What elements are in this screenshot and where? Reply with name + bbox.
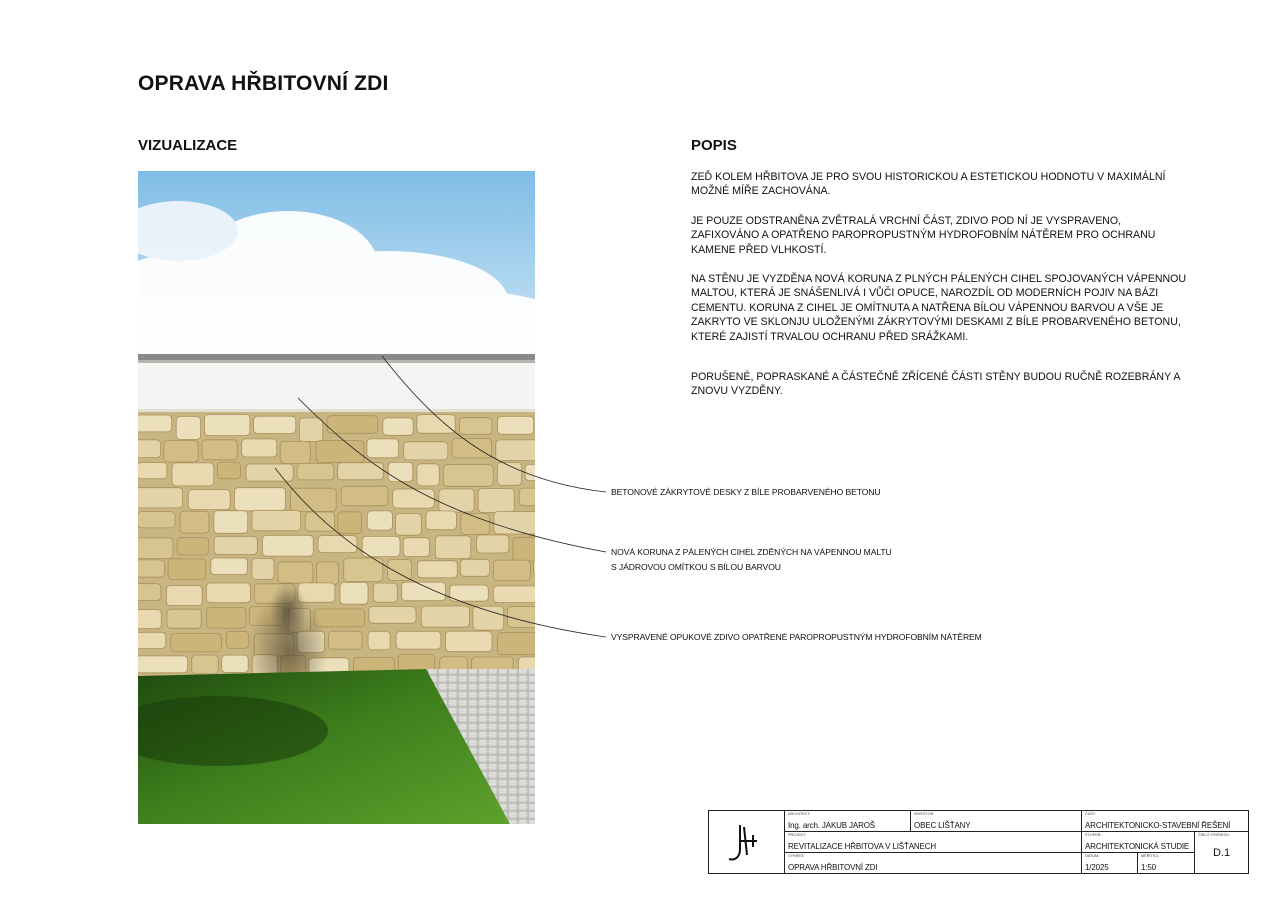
callout-crown-line-1: NOVÁ KORUNA Z PÁLENÝCH CIHEL ZDĚNÝCH NA VÁPENNOU MALTU <box>611 547 892 557</box>
description-paragraph-3: NA STĚNU JE VYZDĚNA NOVÁ KORUNA Z PLNÝCH PÁLENÝCH CIHEL SPOJOVANÝCH VÁPENNOU MALTOU, KTERÁ JE SNÁŠENLIVÁ I VŮČI OPUCE, NAROZDÍL OD MODERNÍCH POJIV NA BÁZI CEMENTU. KORUNA Z CIHEL JE OMÍTNUTA A NATŘENA BÍLOU VÁPENNOU BARVOU A VŠE JE ZAKRYTO VE SKLONJU ULOŽENÝMI ZÁKRYTOVÝMI DESKAMI Z BÍLE PROBARVENÉHO BETONU, KTERÉ ZAJISTÍ TRVALOU OCHRANU PŘED SRÁŽKAMI. <box>691 273 1187 343</box>
sheet-cell <box>785 853 1081 873</box>
scale-value: 1:50 <box>1141 863 1156 872</box>
title-block <box>708 810 1249 874</box>
part-value: ARCHITEKTONICKO-STAVEBNÍ ŘEŠENÍ <box>1085 821 1231 830</box>
drawing-number-cell <box>1195 832 1248 873</box>
date-label: DATUM: <box>1085 854 1100 858</box>
wall-render-image <box>138 171 535 824</box>
project-cell <box>785 832 1081 852</box>
scale-label: MĚŘÍTKO: <box>1141 854 1160 858</box>
page-title: OPRAVA HŘBITOVNÍ ZDI <box>138 72 389 95</box>
architect-value: Ing. arch. JAKUB JAROŠ <box>788 821 875 830</box>
part-label: ČÁST: <box>1085 812 1096 816</box>
wall-visualization <box>138 171 535 824</box>
callout-masonry: VYSPRAVENÉ OPUKOVÉ ZDIVO OPATŘENÉ PAROPROPUSTNÝM HYDROFOBNÍM NÁTĚREM <box>611 632 982 642</box>
description-text <box>691 170 1191 414</box>
architect-label: ARCHITEKT: <box>788 812 811 816</box>
scale-cell <box>1138 853 1194 873</box>
drawing-number-value: D.1 <box>1212 847 1231 859</box>
project-value: REVITALIZACE HŘBITOVA V LIŠŤANECH <box>788 842 936 851</box>
date-cell <box>1082 853 1137 873</box>
architect-cell <box>785 811 910 831</box>
stage-label: STUPEŇ: <box>1085 833 1102 837</box>
callout-crown <box>611 545 892 575</box>
sheet-label: VÝKRES: <box>788 854 805 858</box>
description-paragraph-4: PORUŠENÉ, POPRASKANÉ A ČÁSTEČNĚ ZŘÍCENÉ ČÁSTI STĚNY BUDOU RUČNĚ ROZEBRÁNY A ZNOVU VYZDĚNY. <box>691 371 1180 398</box>
description-paragraph-1: ZEĎ KOLEM HŘBITOVA JE PRO SVOU HISTORICKOU A ESTETICKOU HODNOTU V MAXIMÁLNÍ MOŽNÉ MÍŘE ZACHOVÁNA. <box>691 171 1166 198</box>
drawing-number-label: ČÍSLO VÝKRESU: <box>1198 833 1230 837</box>
architect-logo <box>709 811 784 873</box>
sheet-value: OPRAVA HŘBITOVNÍ ZDI <box>788 863 878 872</box>
description-heading: POPIS <box>691 137 737 154</box>
architect-logo-icon <box>709 811 784 873</box>
stage-cell <box>1082 832 1194 852</box>
callout-crown-line-2: S JÁDROVOU OMÍTKOU S BÍLOU BARVOU <box>611 562 781 572</box>
investor-cell <box>911 811 1081 831</box>
project-label: PROJEKT: <box>788 833 807 837</box>
description-paragraph-2: JE POUZE ODSTRANĚNA ZVĚTRALÁ VRCHNÍ ČÁST, ZDIVO POD NÍ JE VYSPRAVENO, ZAFIXOVÁNO A OPATŘENO PAROPROPUSTNÝM HYDROFOBNÍM NÁTĚREM PRO OCHRANU KAMENE PŘED VLHKOSTÍ. <box>691 214 1156 256</box>
investor-value: OBEC LIŠŤANY <box>914 821 971 830</box>
visualization-heading: VIZUALIZACE <box>138 137 238 154</box>
date-value: 1/2025 <box>1085 863 1109 872</box>
investor-label: INVESTOR: <box>914 812 935 816</box>
part-cell <box>1082 811 1248 831</box>
callout-coping: BETONOVÉ ZÁKRYTOVÉ DESKY Z BÍLE PROBARVENÉHO BETONU <box>611 487 881 497</box>
stage-value: ARCHITEKTONICKÁ STUDIE <box>1085 842 1190 851</box>
